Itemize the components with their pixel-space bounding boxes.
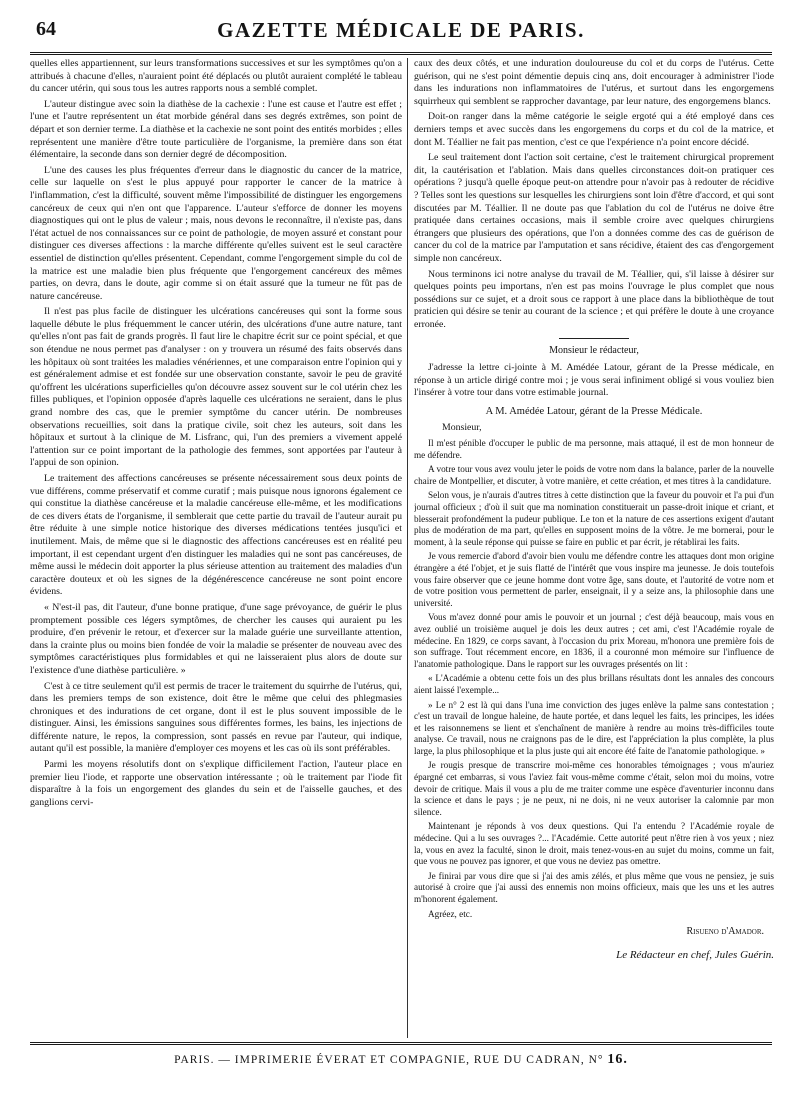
letter-addressee: A M. Amédée Latour, gérant de la Presse Médicale. [485, 405, 703, 417]
letter-body [414, 438, 774, 920]
paragraph: Vous m'avez donné pour amis le pouvoir et un journal ; c'est déjà beaucoup, mais vous en avez oublié un troisième auquel je dois les deux autres ; cet ami, c'est l'Académie royale de médecine. En 1829, ce corps savant, à l'occasion du prix Moreau, m'honora une première fois de son suffrage. Tout récemment encore, en 1836, il a couronné mon mémoire sur l'influence de l'anatomie pathologique. Dans le rapport sur les ouvrages présentés on lit : [414, 612, 774, 669]
paragraph: quelles elles appartiennent, sur leurs transformations successives et sur les symptômes qu'on a attribués à chacune d'elles, n'auraient point été déplacés ou plutôt auraient complété le tableau du cancer utérin, qui sous tous les autres rapports nous a semblé complet. [30, 58, 402, 95]
paragraph: L'auteur distingue avec soin la diathèse de la cachexie : l'une est cause et l'autre est effet ; l'une et l'autre représentent un état morbide général dans ses degrés extrêmes, son point de départ et son dernier terme. La diathèse et la cachexie ne sont point des entités morbides ; elles représentent une manière d'être toute particulière de l'organisme, la première dans son état élémentaire, la seconde dans son dernier degré de décomposition. [30, 98, 402, 161]
right-column [414, 58, 774, 1030]
header-rule [30, 52, 772, 55]
paragraph: « N'est-il pas, dit l'auteur, d'une bonne pratique, d'une sage prévoyance, de guérir le plus promptement possible ces légers symptômes, de chercher les causes qui auraient pu les produire, d'en prévenir le retour, et d'exercer sur la malade guérie une surveillante attention, dans la crainte plus ou moins bien fondée de voir la maladie se présenter de nouveau avec des symptômes caractéristiques plus formidables et qui ne laisseraient plus alors de doute sur l'existence d'une diathèse particulière. » [30, 601, 402, 676]
paragraph: Nous terminons ici notre analyse du travail de M. Téallier, qui, s'il laisse à désirer sur quelques points peu importans, n'en est pas moins l'ouvrage le plus complet que nous possédions sur ce sujet, et a droit sous ce rapport à une place dans la bibliothèque de tout praticien qui désire se tenir au courant de la science ; et qui préfère le doute à une croyance erronée. [414, 268, 774, 330]
footer-rule [30, 1042, 772, 1045]
paragraph: A votre tour vous avez voulu jeter le poids de votre nom dans la balance, parler de la nouvelle chaire de Montpellier, et discuter, à votre manière, et cette création, et mes titres à la candidature. [414, 464, 774, 486]
paragraph: « L'Académie a obtenu cette fois un des plus brillans résultats dont les annales des concours aient laissé l'exemple... [414, 673, 774, 695]
paragraph: Le traitement des affections cancéreuses se présente nécessairement sous deux points de vue différens, comme préservatif et comme curatif ; mais puisque nous ignorons également ce qui constitue la diathèse cancéreuse et la maladie cancéreuse elle-même, et les modifications de ces divers états de l'organisme, il semblerait que cette partie du travail de l'auteur aurait pu être réduite à une simple notice historique des diverses médications tentées jusqu'ici et inutilement. Mais, de même que si le diagnostic des affections cancéreuses est en réalité peu important, il est cependant urgent d'en distinguer les maladies qui ne sont pas cancéreuses, de même aussi le médecin doit apporter la plus sérieuse attention au traitement des maladies d'un caractère douteux et où les signes de la dégénérescence cancéreuse ne sont point encore évidens. [30, 473, 402, 598]
page-header [30, 14, 772, 50]
printer-line: PARIS. — IMPRIMERIE ÉVERAT ET COMPAGNIE, RUE DU CADRAN, N° [174, 1054, 604, 1066]
paragraph: Parmi les moyens résolutifs dont on s'explique difficilement l'action, l'auteur place en premier lieu l'iode, et rapporte une observation intéressante ; où le traitement par l'iode fit disparaître à la fois un engorgement des glandes du sein et de l'aisselle gauches, et des ganglions cervi- [30, 759, 402, 808]
paragraph: » Le n° 2 est là qui dans l'una ime conviction des juges enlève la palme sans contestation ; c'est un travail de longue haleine, de haute portée, et dans lequel les faits, les principes, les idées et les raisonnemens se lient et s'enchaînent de manière à rendre au moins très-difficiles toute analyse. Ce travail, nous ne craignons pas de le dire, est l'appréciation la plus complète, la plus large, la plus philosophique et la plus juste qui ait encore été faite de l'anatomie pathologique. » [414, 699, 774, 756]
paragraph: Je vous remercie d'abord d'avoir bien voulu me défendre contre les attaques dont mon origine étrangère a été l'objet, et je suis flatté de l'intérêt que vous inspire ma jeunesse. Je dois toutefois vous faire observer que ce jeune homme dont votre âge, sans doute, et l'autorité de votre nom et de votre position vous permettent de parler, enseignait, il y a seize ans, la philosophie dans une université. [414, 551, 774, 608]
paragraph: Agréez, etc. [428, 908, 473, 919]
paragraph: Maintenant je réponds à vos deux questions. Qui l'a entendu ? l'Académie royale de médecine. Qui a lu ses ouvrages ?... l'Académie. Cette autorité peut n'être rien à vos yeux ; niez la, vous en avez la faculté, sinon le droit, mais tenez-vous-en au sujet du moins, comme un fait, que vous ne pouvez pas ignorer, et que vous ne deviez pas omettre. [414, 821, 774, 867]
paragraph: Le seul traitement dont l'action soit certaine, c'est le traitement chirurgical proprement dit, la cautérisation et l'ablation. Mais dans quelles circonstances doit-on pratiquer ces opérations ? jusqu'à quelle époque peut-on attendre pour n'avoir pas à redouter de récidive ? Telles sont les questions sur lesquelles les chirurgiens sont loin d'être d'accord, et qui sont discutées par M. Téallier. Il ne doute pas que l'ablation du col de l'utérus ne doive être pratiquée dans certaines occasions, mais il semble croire avec quelques chirurgiens étrangers que plusieurs des opérations, que l'on a données comme des cas de guérison de cancer du col de la matrice par l'amputation et sans récidive, étaient des cas d'engorgement simple non cancéreux. [414, 152, 774, 264]
column-divider [407, 58, 408, 1038]
letter-intro: J'adresse la lettre ci-jointe à M. Amédée Latour, gérant de la Presse médicale, en réponse à un article dirigé contre moi ; je vous serai infiniment obligé si vous vouliez bien l'insérer à votre tour dans votre estimable journal. [414, 362, 774, 399]
letter-salutation: Monsieur le rédacteur, [549, 345, 639, 357]
paragraph: Selon vous, je n'aurais d'autres titres à cette distinction que la faveur du pouvoir et l'a pui d'un journal officieux ; d'où il suit que ma nomination constituerait un passe-droit inique et criant, et blesserait profondément la pudeur publique. Le ton et la nature de ces assertions exigent d'autant plus de modération de ma part, qu'elles en supposent moins de la vôtre. Je me bornerai, pour le moment, à la seule réponse qui puisse se faire en public et par écrit, je rétablirai les faits. [414, 490, 774, 547]
letter-monsieur: Monsieur, [442, 422, 482, 434]
left-column [30, 58, 402, 1030]
paragraph: L'une des causes les plus fréquentes d'erreur dans le diagnostic du cancer de la matrice, celle sur laquelle on s'est le plus appuyé pour rapporter le cancer de la matrice à l'inflammation, c'est la difficulté, souvent même l'impossibilité de distinguer les engorgemens cancéreux de ceux qui n'en ont que l'apparence. L'auteur s'efforce de donner les moyens diagnostiques qui ont le plus de valeur ; mais, nous devons le reconnaître, il n'existe pas, dans l'état actuel de nos connaissances sur ce point de pathologie, de moyen assuré et constant pour distinguer ces diverses affections : la marche différente qu'elles suivent est le seul caractère essentiel de distinction qu'elles présentent. Cependant, comme l'engorgement simple du col de la matrice est une maladie bien plus fréquente que l'engorgement cancéreux des mêmes parties, on devra, dans le doute, agir comme si on était assuré que la tumeur ne fût pas de nature cancéreuse. [30, 164, 402, 302]
paragraph: Je finirai par vous dire que si j'ai des amis zélés, et plus même que vous ne pensiez, je suis autorisé à croire que j'ai aussi des ennemis non moins officieux, mais que les uns et les autres m'honorent également. [414, 870, 774, 904]
section-rule [559, 338, 629, 339]
issue-number: 16. [607, 1052, 628, 1067]
paragraph: Il m'est pénible d'occuper le public de ma personne, mais attaqué, il est de mon honneur de me défendre. [414, 438, 774, 460]
paragraph: caux des deux côtés, et une induration douloureuse du col et du corps de l'utérus. Cette guérison, qui ne s'est point démentie depuis cinq ans, doit encourager à administrer l'iode dans les indurations non inflammatoires de l'utérus, et surtout dans les engorgemens squirrheux qui semblent se rapprocher davantage, par leur nature, des engorgemens blancs. [414, 58, 774, 107]
paragraph: C'est à ce titre seulement qu'il est permis de tracer le traitement du squirrhe de l'utérus, qui, dans les premiers temps de son existence, doit être le même que celui des phlegmasies chroniques et des indurations de cet organe, dont il est le plus souvent impossible de le distinguer. Ainsi, les émissions sanguines sous différentes formes, les bains, les injections de différente nature, le repos, la compression, sont passés en revue par l'auteur, qui indique, autant qu'il est possible, la manière d'employer ces moyens et les cas où ils sont préférables. [30, 680, 402, 755]
printer-footer [30, 1052, 772, 1068]
page-number: 64 [36, 18, 56, 40]
journal-title: GAZETTE MÉDICALE DE PARIS. [217, 18, 585, 42]
letter-signature: Risueno d'Amador. [686, 926, 764, 938]
paragraph: Doit-on ranger dans la même catégorie le seigle ergoté qui a été employé dans ces derniers temps et avec succès dans les engorgemens du corps et du col de la matrice, et dont M. Téallier ne fait pas mention, c'est ce que l'expérience n'a point encore décidé. [414, 111, 774, 148]
editor-line: Le Rédacteur en chef, Jules Guérin. [616, 948, 774, 961]
paragraph: Je rougis presque de transcrire moi-même ces honorables témoignages ; vous m'auriez épargné cet embarras, si vous l'aviez fait vous-même comme c'était, selon moi du moins, votre devoir de critique. Mais il vous a plu de me traiter comme une espèce d'aventurier inconnu dans la science et dans le pays ; je ne peux, ni ne dois, ni ne veux autoriser la calomnie par mon silence. [414, 760, 774, 817]
paragraph: Il n'est pas plus facile de distinguer les ulcérations cancéreuses qui sont la forme sous laquelle débute le plus fréquemment le cancer utérin, des ulcérations d'une autre nature, tant qu'elles n'ont pas fait de grands progrès. Il faut lire le chapitre écrit sur ce point spécial, et que son étendue ne nous permet pas d'analyser : on y trouvera un résumé des faits observés dans les hôpitaux où sont traitées les maladies vénériennes, et une comparaison entre l'opinion qui y est généralement admise et est fondée sur une observation constante, savoir le peu de gravité qu'offrent les ulcérations superficielles qu'on découvre assez souvent sur le col utérin chez les filles publiques, et l'opinion opposée d'après laquelle ces ulcérations ne seraient, dans le plus grand nombre des cas, que le premier symptôme du cancer utérin. De nombreuses observations recueillies, soit dans la pratique civile, soit chez les auteurs, soit dans les hôpitaux et surtout à la clinique de M. Lisfranc, qui, l'un des premiers a vivement appelé l'attention sur ce point important de la pathologie des femmes, sont apportées par l'auteur à l'appui de son opinion. [30, 306, 402, 469]
